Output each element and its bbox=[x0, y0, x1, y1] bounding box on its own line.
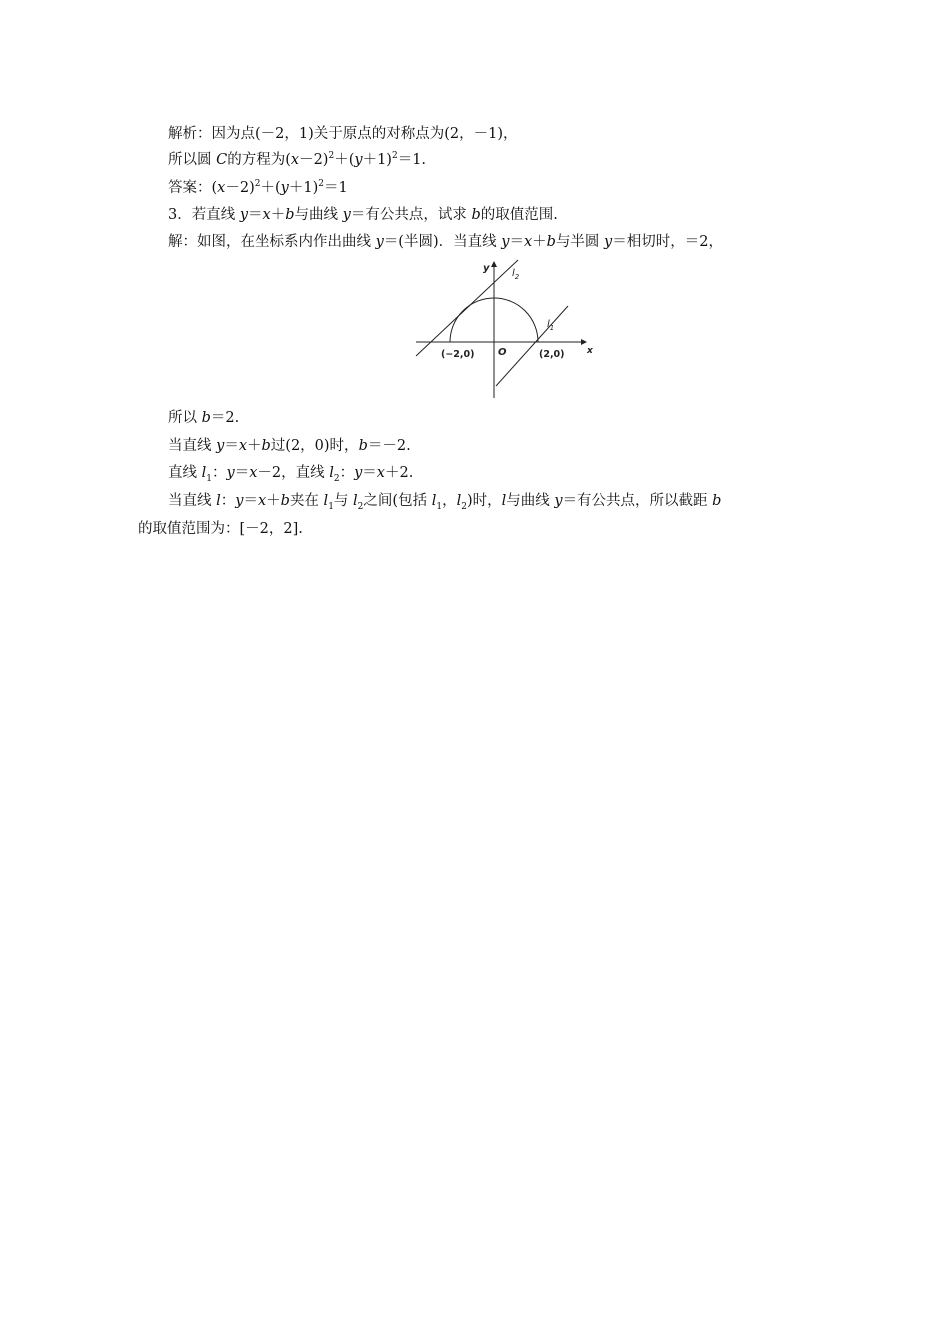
line-l1 bbox=[496, 306, 568, 386]
answer-line: 答案：$(x-2)^2+(y+1)^2=1$ bbox=[168, 179, 348, 196]
l2-label: $l_2$ bbox=[512, 268, 520, 281]
left-point-label: (−2,0) bbox=[441, 349, 475, 360]
right-point-label: (2,0) bbox=[539, 349, 565, 360]
lines-l1-l2-line: 直线 $l_1$：y＝x－2，直线 $l_2$：y＝x＋2. bbox=[168, 465, 414, 484]
x-axis-label: x bbox=[587, 346, 593, 356]
solution-intro-line: 解：如图，在坐标系内作出曲线 y＝(半圆)．当直线 y＝x＋b与半圆 y＝相切时，＝2， bbox=[168, 234, 723, 250]
circle-equation-line: 所以圆 C的方程为$(x-2)^2+(y+1)^2=1$. bbox=[168, 151, 427, 168]
origin-label: O bbox=[498, 347, 507, 358]
problem-3-statement: 3．若直线 y＝x＋b与曲线 y＝有公共点，试求 b的取值范围. bbox=[168, 207, 558, 223]
conclusion-line: 当直线 l：y＝x＋b夹在 $l_1$与 $l_2$之间(包括 $l_1$，$l_2$)时，l与曲线 y＝有公共点，所以截距 b bbox=[168, 493, 722, 512]
b-equals-minus-2-line: 当直线 y＝x＋b过(2，0)时，b＝－2. bbox=[168, 438, 411, 454]
analysis-line: 解析：因为点(－2，1)关于原点的对称点为(2，－1)， bbox=[168, 126, 518, 142]
y-axis-label: y bbox=[483, 263, 490, 274]
semicircle-tangent-figure bbox=[410, 256, 600, 400]
l1-label: $l_1$ bbox=[547, 319, 555, 332]
conclusion-range-line: 的取值范围为：[－2，2]. bbox=[138, 521, 303, 537]
b-equals-2-line: 所以 b＝2. bbox=[168, 410, 240, 426]
